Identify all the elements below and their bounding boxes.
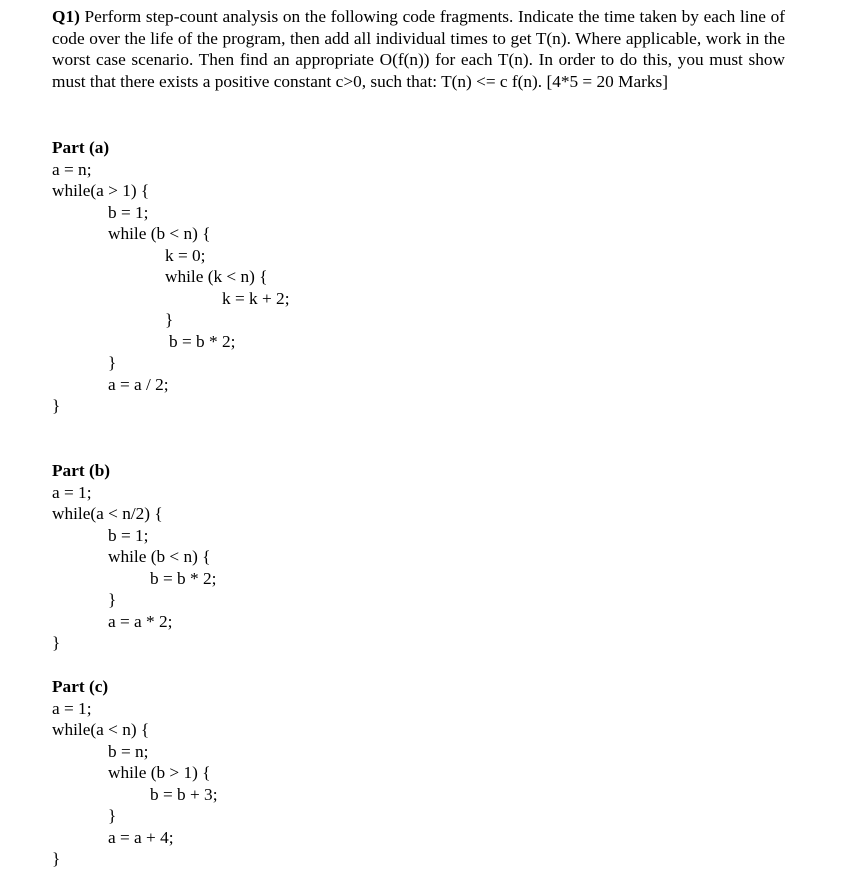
question-paragraph: [52, 6, 785, 92]
question-number: Q1): [52, 7, 80, 26]
part-a-line-3: b = 1;: [108, 203, 149, 222]
part-c-heading: Part (c): [52, 677, 109, 696]
part-b-line-1: a = 1;: [52, 483, 92, 502]
part-c-line-3: b = n;: [108, 742, 149, 761]
part-a-line-4: while (b < n) {: [108, 224, 211, 243]
part-a-line-2: while(a > 1) {: [52, 181, 150, 200]
part-a-line-11: a = a / 2;: [108, 375, 169, 394]
part-c-line-4: while (b > 1) {: [108, 763, 211, 782]
part-a-line-8: }: [165, 310, 174, 329]
part-b-line-8: }: [52, 633, 61, 652]
part-b-heading: Part (b): [52, 461, 111, 480]
part-c-line-7: a = a + 4;: [108, 828, 174, 847]
part-c-line-8: }: [52, 849, 61, 868]
part-b-line-7: a = a * 2;: [108, 612, 173, 631]
part-a-heading: Part (a): [52, 138, 110, 157]
part-c-line-1: a = 1;: [52, 699, 92, 718]
part-b-line-4: while (b < n) {: [108, 547, 211, 566]
part-a-line-12: }: [52, 396, 61, 415]
part-c-line-6: }: [108, 806, 117, 825]
part-c-line-5: b = b + 3;: [150, 785, 218, 804]
part-b-line-5: b = b * 2;: [150, 569, 217, 588]
part-a-line-10: }: [108, 353, 117, 372]
part-c-line-2: while(a < n) {: [52, 720, 150, 739]
question-text: Perform step-count analysis on the following code fragments. Indicate the time taken by each line of code over the life of the program, then add all individual times to get T(n). Where applicable, work in the worst case scenario. Then find an appropriate O(f(n)) for each T(n). In order to do this, you must show must that there exists a positive constant c>0, such that: T(n) <= c f(n). [4*5 = 20 Marks]: [52, 7, 785, 91]
part-a-line-9: b = b * 2;: [169, 332, 236, 351]
part-a-line-1: a = n;: [52, 160, 92, 179]
part-b-line-6: }: [108, 590, 117, 609]
part-b-line-3: b = 1;: [108, 526, 149, 545]
part-a-line-5: k = 0;: [165, 246, 206, 265]
part-b-line-2: while(a < n/2) {: [52, 504, 163, 523]
part-a-line-6: while (k < n) {: [165, 267, 268, 286]
part-a-line-7: k = k + 2;: [222, 289, 290, 308]
